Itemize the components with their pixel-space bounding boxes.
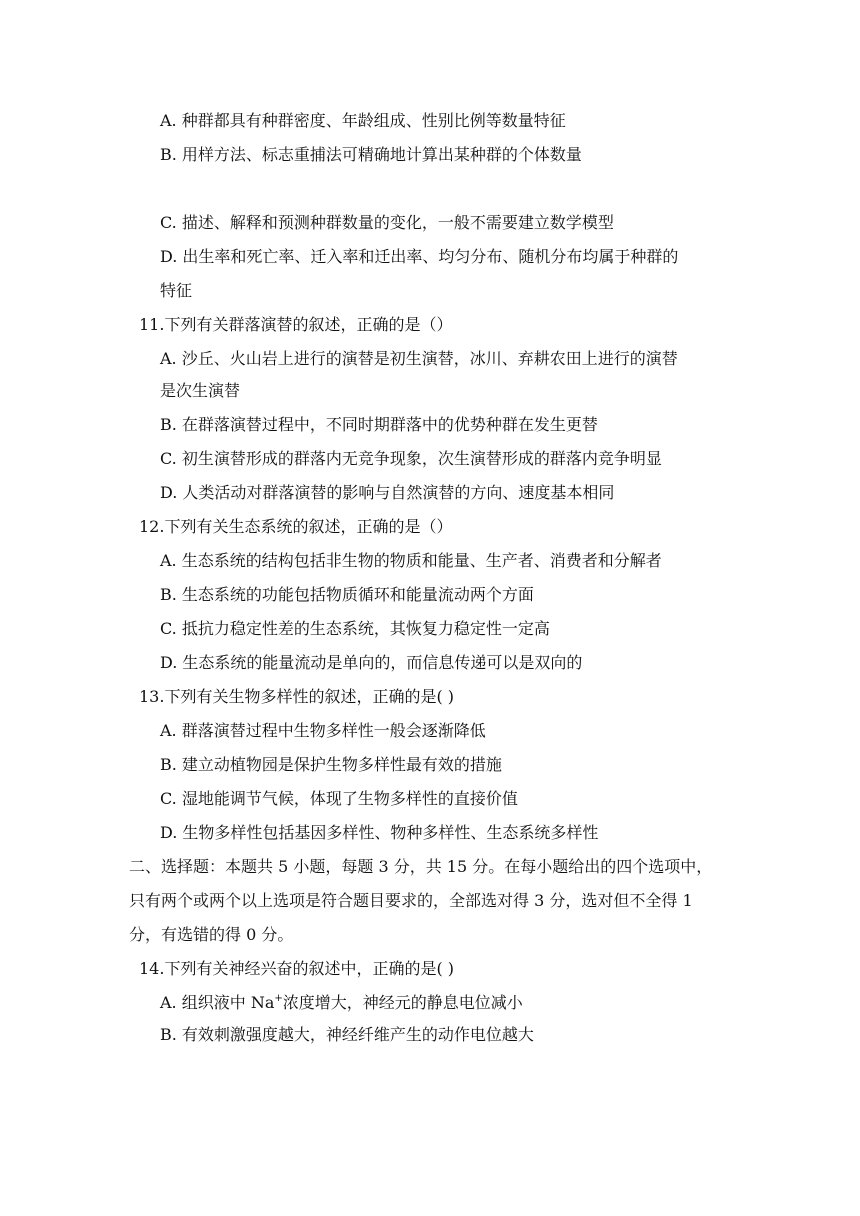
section2-instructions-line1: 二、选择题：本题共 5 小题，每题 3 分，共 15 分。在每小题给出的四个选项中， [129,857,713,876]
section2-instructions-line3: 分，有选错的得 0 分。 [129,925,294,944]
q12-option-d: D. 生态系统的能量流动是单向的，而信息传递可以是双向的 [160,653,583,672]
q14-option-a [160,992,523,1014]
q13-option-b: B. 建立动植物园是保护生物多样性最有效的措施 [160,755,502,774]
q11-stem: 11.下列有关群落演替的叙述，正确的是（） [139,315,453,334]
q14-option-b: B. 有效刺激强度越大，神经纤维产生的动作电位越大 [160,1025,534,1044]
section2-instructions-line2: 只有两个或两个以上选项是符合题目要求的，全部选对得 3 分，选对但不全得 1 [129,891,693,910]
q13-stem: 13.下列有关生物多样性的叙述，正确的是( ) [139,687,455,706]
q12-option-b: B. 生态系统的功能包括物质循环和能量流动两个方面 [160,585,534,604]
q10-option-a: A. 种群都具有种群密度、年龄组成、性别比例等数量特征 [160,111,566,130]
q12-option-a: A. 生态系统的结构包括非生物的物质和能量、生产者、消费者和分解者 [160,551,662,570]
q12-option-c: C. 抵抗力稳定性差的生态系统，其恢复力稳定性一定高 [160,619,550,638]
q11-option-b: B. 在群落演替过程中，不同时期群落中的优势种群在发生更替 [160,415,598,434]
q14-option-a-pre: A. 组织液中 Na [160,993,275,1012]
q10-option-c: C. 描述、解释和预测种群数量的变化，一般不需要建立数学模型 [160,213,614,232]
q13-option-c: C. 湿地能调节气候，体现了生物多样性的直接价值 [160,789,518,808]
q11-option-c: C. 初生演替形成的群落内无竞争现象，次生演替形成的群落内竞争明显 [160,449,662,468]
sodium-charge-superscript: + [274,993,283,1004]
q11-option-a-line2: 是次生演替 [160,381,241,400]
q11-option-a-line1: A. 沙丘、火山岩上进行的演替是初生演替，冰川、弃耕农田上进行的演替 [160,349,678,368]
q13-option-d: D. 生物多样性包括基因多样性、物种多样性、生态系统多样性 [160,823,599,842]
q13-option-a: A. 群落演替过程中生物多样性一般会逐渐降低 [160,721,486,740]
q14-option-a-post: 浓度增大，神经元的静息电位减小 [282,993,523,1012]
q10-option-d-line1: D. 出生率和死亡率、迁入率和迁出率、均匀分布、随机分布均属于种群的 [160,247,679,266]
q11-option-d: D. 人类活动对群落演替的影响与自然演替的方向、速度基本相同 [160,483,615,502]
q14-stem: 14.下列有关神经兴奋的叙述中，正确的是( ) [139,959,455,978]
q12-stem: 12.下列有关生态系统的叙述，正确的是（） [139,517,453,536]
q10-option-b: B. 用样方法、标志重捕法可精确地计算出某种群的个体数量 [160,145,582,164]
q10-option-d-line2: 特征 [160,281,193,300]
